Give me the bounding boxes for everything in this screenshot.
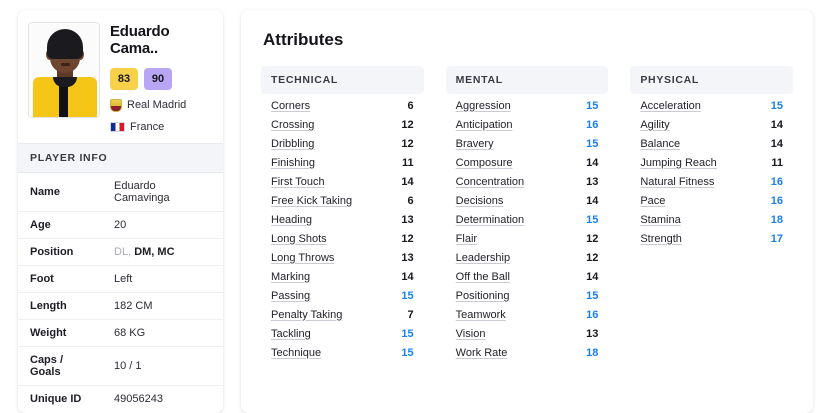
- list-item[interactable]: [630, 96, 793, 115]
- list-item[interactable]: [261, 134, 424, 153]
- attribute-value: 16: [586, 118, 599, 131]
- attribute-value: 7: [407, 308, 414, 321]
- attributes-column-technical: [261, 66, 424, 362]
- attributes-panel: [241, 10, 813, 413]
- info-key: Length: [30, 299, 67, 312]
- list-item[interactable]: [446, 286, 609, 305]
- attribute-value: 18: [770, 213, 784, 226]
- player-card-header: [18, 10, 223, 143]
- table-row: [18, 265, 223, 292]
- table-row: [18, 385, 223, 412]
- attribute-value: 16: [770, 175, 784, 188]
- attribute-value: 11: [402, 156, 414, 169]
- list-item[interactable]: [261, 267, 424, 286]
- attribute-value: 11: [771, 156, 784, 169]
- list-item[interactable]: [446, 343, 609, 362]
- position-secondary: DL,: [114, 245, 135, 258]
- attribute-label[interactable]: Anticipation: [455, 118, 513, 131]
- list-item[interactable]: [630, 153, 793, 172]
- info-key: Name: [30, 185, 60, 198]
- attribute-value: 15: [586, 137, 599, 150]
- attribute-label[interactable]: Acceleration: [640, 99, 701, 112]
- attributes-column-physical: [630, 66, 793, 362]
- attributes-column-mental: [446, 66, 609, 362]
- attribute-label[interactable]: Penalty Taking: [271, 308, 343, 321]
- attribute-value: 14: [586, 156, 599, 169]
- info-value: 182 CM: [114, 299, 153, 312]
- attribute-value: 12: [401, 118, 414, 131]
- attribute-value: 13: [586, 327, 599, 340]
- attribute-list: [630, 96, 793, 248]
- club-row: [110, 99, 213, 112]
- list-item[interactable]: [261, 191, 424, 210]
- attribute-label[interactable]: Dribbling: [271, 137, 315, 150]
- attribute-value: 14: [586, 194, 599, 207]
- info-value: 20: [114, 218, 127, 231]
- attribute-label[interactable]: Finishing: [271, 156, 316, 169]
- attribute-value: 15: [586, 213, 599, 226]
- attribute-label[interactable]: Agility: [640, 118, 670, 131]
- attribute-label[interactable]: Aggression: [455, 99, 511, 112]
- list-item[interactable]: [446, 324, 609, 343]
- player-portrait: [28, 22, 100, 118]
- position-primary: DM, MC: [134, 245, 175, 258]
- attribute-label[interactable]: Determination: [455, 213, 525, 226]
- info-key: Foot: [30, 272, 54, 285]
- attribute-value: 15: [401, 327, 414, 340]
- column-header: TECHNICAL: [261, 66, 424, 94]
- list-item[interactable]: [261, 172, 424, 191]
- list-item[interactable]: [261, 229, 424, 248]
- list-item[interactable]: [446, 172, 609, 191]
- attribute-list: [446, 96, 609, 362]
- attribute-value: 12: [401, 137, 414, 150]
- attribute-value: 13: [586, 175, 599, 188]
- attribute-value: 14: [770, 137, 784, 150]
- list-item[interactable]: [261, 324, 424, 343]
- player-info-table: [18, 173, 223, 412]
- potential-ability-badge: 90: [144, 68, 172, 90]
- list-item[interactable]: [261, 115, 424, 134]
- info-value: Eduardo Camavinga: [114, 179, 170, 204]
- list-item[interactable]: [446, 134, 609, 153]
- nation-name: France: [130, 120, 165, 133]
- attribute-value: 12: [586, 232, 599, 245]
- list-item[interactable]: [261, 153, 424, 172]
- attribute-label[interactable]: Passing: [271, 289, 311, 302]
- attribute-value: 16: [586, 308, 599, 321]
- list-item[interactable]: [630, 229, 793, 248]
- column-header: MENTAL: [446, 66, 609, 94]
- attribute-label[interactable]: Pace: [640, 194, 666, 207]
- info-value: 68 KG: [114, 326, 146, 339]
- list-item[interactable]: [261, 96, 424, 115]
- table-row: [18, 238, 223, 265]
- info-key: Position: [30, 245, 74, 258]
- ability-badges: [110, 68, 213, 90]
- attribute-label[interactable]: Composure: [455, 156, 513, 169]
- list-item[interactable]: [446, 115, 609, 134]
- attribute-value: 14: [401, 270, 414, 283]
- attribute-value: 6: [407, 99, 414, 112]
- attribute-label[interactable]: Off the Ball: [455, 270, 510, 283]
- france-flag-icon: [110, 122, 125, 132]
- attribute-value: 14: [770, 118, 784, 131]
- attribute-label[interactable]: Jumping Reach: [640, 156, 717, 169]
- attribute-value: 14: [401, 175, 414, 188]
- table-row: [18, 292, 223, 319]
- info-key: Caps / Goals: [30, 353, 64, 378]
- club-name: Real Madrid: [127, 99, 187, 112]
- player-name: Eduardo Cama..: [110, 23, 170, 57]
- list-item[interactable]: [261, 343, 424, 362]
- table-row: [18, 211, 223, 238]
- attribute-label[interactable]: Bravery: [455, 137, 494, 150]
- info-value-position: [102, 238, 223, 265]
- list-item[interactable]: [446, 191, 609, 210]
- list-item[interactable]: [630, 115, 793, 134]
- attribute-label[interactable]: Stamina: [640, 213, 681, 226]
- list-item[interactable]: [630, 191, 793, 210]
- list-item[interactable]: [630, 210, 793, 229]
- attribute-label[interactable]: Long Throws: [271, 251, 335, 264]
- attribute-value: 13: [401, 213, 414, 226]
- attribute-label[interactable]: Free Kick Taking: [271, 194, 353, 207]
- attributes-columns: [261, 66, 793, 362]
- attribute-label[interactable]: Crossing: [271, 118, 315, 131]
- info-key: Unique ID: [30, 392, 82, 405]
- list-item[interactable]: [630, 134, 793, 153]
- attribute-label[interactable]: Decisions: [455, 194, 504, 207]
- attribute-value: 6: [407, 194, 414, 207]
- attribute-label[interactable]: Natural Fitness: [640, 175, 715, 188]
- attribute-value: 15: [401, 289, 414, 302]
- attribute-label[interactable]: Corners: [271, 99, 311, 112]
- attribute-value: 12: [401, 232, 414, 245]
- table-row: [18, 173, 223, 212]
- table-row: [18, 346, 223, 385]
- list-item[interactable]: [446, 96, 609, 115]
- attribute-label[interactable]: Vision: [455, 327, 486, 340]
- table-row: [18, 319, 223, 346]
- list-item[interactable]: [446, 267, 609, 286]
- attribute-label[interactable]: Positioning: [455, 289, 510, 302]
- attribute-value: 15: [401, 346, 414, 359]
- attribute-label[interactable]: Concentration: [455, 175, 525, 188]
- list-item[interactable]: [446, 248, 609, 267]
- attribute-label[interactable]: Strength: [640, 232, 682, 245]
- list-item[interactable]: [261, 210, 424, 229]
- attribute-label[interactable]: Balance: [640, 137, 681, 150]
- attribute-label[interactable]: Teamwork: [455, 308, 506, 321]
- attribute-value: 14: [586, 270, 599, 283]
- attribute-value: 15: [586, 99, 599, 112]
- list-item[interactable]: [261, 305, 424, 324]
- player-card: [18, 10, 223, 413]
- attribute-label[interactable]: Tackling: [271, 327, 311, 340]
- current-ability-badge: 83: [110, 68, 138, 90]
- player-name-block: [110, 22, 213, 133]
- attribute-value: 18: [586, 346, 599, 359]
- attribute-label[interactable]: Flair: [455, 232, 478, 245]
- list-item[interactable]: [630, 172, 793, 191]
- club-crest-icon: [110, 99, 122, 112]
- nation-row: [110, 121, 213, 133]
- attribute-value: 12: [586, 251, 599, 264]
- list-item[interactable]: [446, 210, 609, 229]
- attribute-label[interactable]: Marking: [271, 270, 311, 283]
- info-value: 10 / 1: [114, 359, 142, 372]
- attribute-value: 15: [586, 289, 599, 302]
- attribute-list: [261, 96, 424, 362]
- info-value: 49056243: [114, 392, 163, 405]
- page-title: Attributes: [263, 30, 344, 49]
- column-header: PHYSICAL: [630, 66, 793, 94]
- list-item[interactable]: [446, 305, 609, 324]
- player-info-header: PLAYER INFO: [18, 143, 223, 173]
- attribute-label[interactable]: Leadership: [455, 251, 511, 264]
- attribute-value: 15: [770, 99, 784, 112]
- attribute-value: 17: [770, 232, 784, 245]
- attribute-label[interactable]: Heading: [271, 213, 312, 226]
- info-value: Left: [114, 272, 133, 285]
- attribute-label[interactable]: First Touch: [271, 175, 325, 188]
- list-item[interactable]: [261, 248, 424, 267]
- attribute-label[interactable]: Long Shots: [271, 232, 327, 245]
- list-item[interactable]: [261, 286, 424, 305]
- attribute-value: 16: [770, 194, 784, 207]
- attribute-label[interactable]: Work Rate: [455, 346, 508, 359]
- list-item[interactable]: [446, 229, 609, 248]
- info-key: Age: [30, 218, 51, 231]
- attribute-value: 13: [401, 251, 414, 264]
- list-item[interactable]: [446, 153, 609, 172]
- attribute-label[interactable]: Technique: [271, 346, 322, 359]
- info-key: Weight: [30, 326, 67, 339]
